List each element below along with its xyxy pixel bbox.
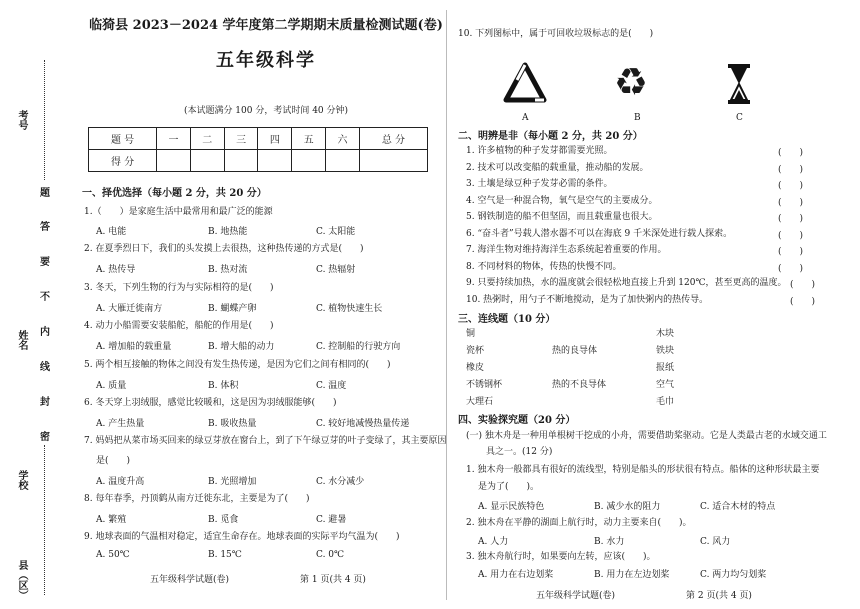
- question-stem: 6. 冬天穿上羽绒服，感觉比较暖和，这是因为羽绒服能够( ): [84, 398, 337, 408]
- passage-text: (一) 独木舟是一种用单根树干挖成的小舟，需要借助桨驱动。它是人类最古老的水域交通工: [466, 431, 827, 441]
- option[interactable]: C. 风力: [700, 537, 731, 547]
- option[interactable]: A. 增加船的载重量: [96, 342, 172, 352]
- footer-subject: 五年级科学试题(卷): [536, 591, 616, 601]
- answer-paren[interactable]: ( ): [778, 231, 804, 241]
- option[interactable]: C. 两力均匀划桨: [700, 570, 767, 580]
- score-cell: 总 分: [359, 128, 427, 150]
- answer-paren[interactable]: ( ): [778, 165, 804, 175]
- footer-subject: 五年级科学试题(卷): [150, 575, 230, 585]
- seal-char: 内: [40, 327, 50, 338]
- option[interactable]: A. 50℃: [96, 550, 130, 560]
- score-blank[interactable]: [157, 150, 191, 172]
- option[interactable]: A. 产生热量: [96, 419, 145, 429]
- option[interactable]: B. 15℃: [208, 550, 242, 560]
- question-stem: 7. 妈妈把从菜市场买回来的绿豆芽放在窗台上，到了下午绿豆芽的叶子变绿了，其主要原因: [84, 436, 447, 446]
- judge-item: 9. 只要持续加热，水的温度就会很轻松地直接上升到 120℃，甚至更高的温度。: [466, 278, 787, 288]
- score-blank[interactable]: [359, 150, 427, 172]
- option[interactable]: B. 体积: [208, 381, 239, 391]
- score-cell: 三: [224, 128, 258, 150]
- score-blank[interactable]: [292, 150, 326, 172]
- exam-note: (本试题满分 100 分，考试时间 40 分钟): [183, 106, 349, 116]
- question-stem: 9. 地球表面的气温相对稳定，适宜生命存在。地球表面的实际平均气温为( ): [84, 532, 400, 542]
- judge-item: 7. 海洋生物对维持海洋生态系统起着重要的作用。: [466, 245, 667, 255]
- score-cell: 五: [292, 128, 326, 150]
- match-left-item[interactable]: 铜: [466, 329, 476, 339]
- match-right-item[interactable]: 木块: [656, 329, 675, 339]
- match-right-item[interactable]: 毛巾: [656, 397, 675, 407]
- score-cell: 六: [326, 128, 360, 150]
- option[interactable]: C. 0℃: [316, 550, 345, 560]
- answer-paren[interactable]: ( ): [778, 198, 804, 208]
- option[interactable]: C. 植物快速生长: [316, 304, 383, 314]
- option[interactable]: C. 控制船的行驶方向: [316, 342, 401, 352]
- answer-paren[interactable]: ( ): [778, 181, 804, 191]
- exam-title: 临猗县 2023－2024 学年度第二学期期末质量检测试题(卷): [89, 18, 443, 33]
- seal-char: 密: [40, 432, 50, 443]
- county-label: 县（区）: [16, 560, 27, 600]
- score-blank[interactable]: [258, 150, 292, 172]
- score-table: [88, 127, 428, 172]
- option[interactable]: A. 繁殖: [96, 515, 127, 525]
- question-stem: 1. 独木舟一般都具有很好的流线型，特别是船头的形状很有特点。船体的这种形状最主要: [466, 465, 820, 475]
- option-label-a: A: [522, 113, 529, 123]
- seal-char: 题: [40, 188, 50, 199]
- seal-char: 线: [40, 362, 50, 373]
- match-middle-item[interactable]: 热的良导体: [552, 346, 598, 356]
- option[interactable]: B. 地热能: [208, 227, 248, 237]
- question-stem: 3. 冬天，下列生物的行为与实际相符的是( ): [84, 283, 274, 293]
- option[interactable]: A. 质量: [96, 381, 127, 391]
- option[interactable]: B. 热对流: [208, 265, 248, 275]
- seal-line: [44, 60, 45, 180]
- option[interactable]: A. 温度升高: [96, 477, 145, 487]
- section1-heading: 一、择优选择（每小题 2 分，共 20 分）: [82, 188, 267, 199]
- judge-item: 3. 土壤是绿豆种子发芽必需的条件。: [466, 179, 613, 189]
- answer-paren[interactable]: ( ): [778, 214, 804, 224]
- option[interactable]: C. 较好地减慢热量传递: [316, 419, 410, 429]
- match-right-item[interactable]: 报纸: [656, 363, 675, 373]
- question-stem: 2. 在夏季烈日下，我们的头发摸上去很热，这种热传递的方式是( ): [84, 244, 364, 254]
- option[interactable]: B. 水力: [594, 537, 625, 547]
- answer-paren[interactable]: ( ): [778, 247, 804, 257]
- seal-char: 答: [40, 222, 50, 233]
- subject-title: 五年级科学: [216, 50, 316, 71]
- exam-no-label: 考号: [16, 110, 27, 130]
- answer-paren[interactable]: ( ): [790, 297, 816, 307]
- score-cell: 一: [157, 128, 191, 150]
- option[interactable]: C. 温度: [316, 381, 347, 391]
- question-stem: 8. 每年春季，丹顶鹤从南方迁徙东北，主要是为了( ): [84, 494, 310, 504]
- judge-item: 4. 空气是一种混合物，氧气是空气的主要成分。: [466, 196, 658, 206]
- recycle-triangle-icon[interactable]: [503, 62, 547, 106]
- option[interactable]: B. 用力在左边划桨: [594, 570, 670, 580]
- answer-paren[interactable]: ( ): [790, 280, 816, 290]
- judge-item: 5. 钢铁制造的船不但坚固，而且载重量也很大。: [466, 212, 658, 222]
- match-left-item[interactable]: 瓷杯: [466, 346, 485, 356]
- question-stem: 1.（ ）是家庭生活中最常用和最广泛的能源: [84, 207, 273, 217]
- section3-heading: 三、连线题（10 分）: [458, 314, 556, 325]
- option[interactable]: A. 电能: [96, 227, 127, 237]
- judge-item: 2. 技术可以改变船的载重量，推动船的发展。: [466, 163, 649, 173]
- match-middle-item[interactable]: 热的不良导体: [552, 380, 607, 390]
- question-stem-cont: 是( ): [96, 456, 131, 466]
- binding-margin: [0, 0, 62, 609]
- judge-item: 10. 热粥时，用勺子不断地搅动，是为了加快粥内的热传导。: [466, 295, 709, 305]
- question-stem: 4. 动力小船需要安装船舵，船舵的作用是( ): [84, 321, 274, 331]
- seal-char: 不: [40, 292, 50, 303]
- match-right-item[interactable]: 空气: [656, 380, 675, 390]
- score-blank[interactable]: [190, 150, 224, 172]
- option[interactable]: B. 增大船的动力: [208, 342, 275, 352]
- judge-item: 8. 不同材料的物体，传热的快慢不同。: [466, 262, 622, 272]
- match-right-item[interactable]: 铁块: [656, 346, 675, 356]
- score-table-score-row: [89, 150, 428, 172]
- school-label: 学校: [16, 470, 27, 490]
- option[interactable]: C. 太阳能: [316, 227, 356, 237]
- option[interactable]: B. 光照增加: [208, 477, 257, 487]
- option-label-c: C: [736, 113, 743, 123]
- match-left-item[interactable]: 橡皮: [466, 363, 485, 373]
- option[interactable]: B. 减少水的阻力: [594, 502, 661, 512]
- section4-heading: 四、实验探究题（20 分）: [458, 415, 576, 426]
- section2-heading: 二、明辨是非（每小题 2 分，共 20 分）: [458, 131, 643, 142]
- score-cell: 得 分: [89, 150, 157, 172]
- question-stem: 3. 独木舟航行时，如果要向左转，应该( )。: [466, 552, 656, 562]
- option[interactable]: B. 觅食: [208, 515, 239, 525]
- page-divider: [446, 10, 447, 600]
- seal-line: [44, 445, 45, 595]
- question-stem: 10. 下列图标中，属于可回收垃圾标志的是( ): [458, 29, 654, 39]
- question-stem-cont: 是为了( )。: [478, 482, 540, 492]
- option[interactable]: A. 人力: [478, 537, 509, 547]
- score-cell: 四: [258, 128, 292, 150]
- option[interactable]: A. 显示民族特色: [478, 502, 545, 512]
- option[interactable]: A. 用力在右边划桨: [478, 570, 554, 580]
- judge-item: 1. 许多植物的种子发芽都需要光照。: [466, 146, 613, 156]
- footer-page: 第 2 页(共 4 页): [686, 591, 752, 601]
- score-table-header-row: [89, 128, 428, 150]
- option[interactable]: C. 水分减少: [316, 477, 365, 487]
- option[interactable]: A. 热传导: [96, 265, 136, 275]
- answer-paren[interactable]: ( ): [778, 264, 804, 274]
- score-cell: 二: [190, 128, 224, 150]
- judge-item: 6. “奋斗者”号载人潜水器不可以在海底 9 千米深处进行载人探索。: [466, 229, 733, 239]
- match-left-item[interactable]: 不锈钢杯: [466, 380, 503, 390]
- question-stem: 2. 独木舟在平静的湖面上航行时，动力主要来自( )。: [466, 518, 692, 528]
- option[interactable]: C. 适合木材的特点: [700, 502, 776, 512]
- score-blank[interactable]: [326, 150, 360, 172]
- seal-char: 要: [40, 257, 50, 268]
- option-label-b: B: [634, 113, 641, 123]
- name-label: 姓名: [16, 330, 27, 350]
- footer-page: 第 1 页(共 4 页): [300, 575, 366, 585]
- recycle-symbol-icon[interactable]: ♻: [614, 60, 649, 104]
- option[interactable]: B. 吸收热量: [208, 419, 257, 429]
- answer-paren[interactable]: ( ): [778, 148, 804, 158]
- hourglass-icon[interactable]: [726, 62, 752, 106]
- seal-char: 封: [40, 397, 50, 408]
- passage-text: 具之一。(12 分): [486, 447, 553, 457]
- question-stem: 5. 两个相互接触的物体之间没有发生热传递，是因为它们之间有相同的( ): [84, 360, 391, 370]
- score-cell: 题 号: [89, 128, 157, 150]
- score-blank[interactable]: [224, 150, 258, 172]
- option[interactable]: A. 大雁迁徙南方: [96, 304, 163, 314]
- match-left-item[interactable]: 大理石: [466, 397, 494, 407]
- option[interactable]: C. 避暑: [316, 515, 347, 525]
- option[interactable]: B. 蝴蝶产卵: [208, 304, 257, 314]
- option[interactable]: C. 热辐射: [316, 265, 356, 275]
